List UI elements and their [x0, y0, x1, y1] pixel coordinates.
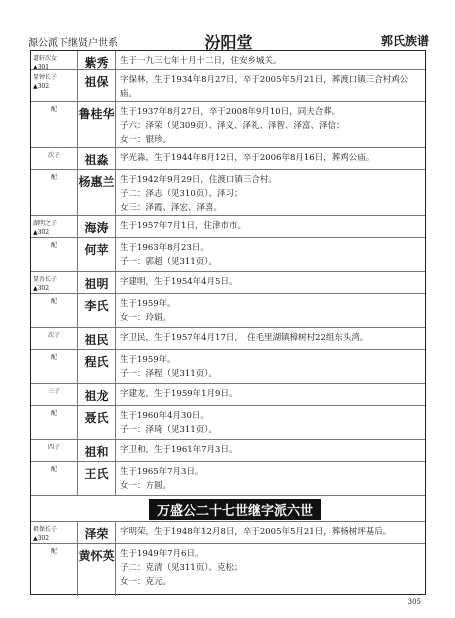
relation-cell [31, 102, 78, 147]
detail-line: 子一：郭超（见311页）。 [120, 257, 217, 267]
book-title: 郭氏族谱 [380, 34, 429, 48]
hall-name: 汾阳堂 [204, 33, 253, 52]
table-row [31, 327, 425, 349]
person-name: 程氏 [78, 350, 116, 383]
relation-label: 配 [50, 410, 57, 417]
relation-label: 湖明之子 [33, 220, 58, 227]
detail-line: 字建明，生于1954年4月5日。 [120, 277, 238, 287]
page-ref-label: ▲302 [33, 285, 50, 292]
person-details [116, 51, 425, 71]
person-details [116, 148, 425, 168]
person-details [116, 216, 425, 236]
detail-line: 字卫民，生于1957年4月17日， 住毛里湖镇樟树村22组东头湾。 [120, 333, 369, 343]
detail-line: 女一：克元。 [120, 577, 172, 587]
page-number: 305 [407, 598, 421, 606]
relation-label: 三子 [47, 388, 60, 395]
detail-line: 字建龙，生于1959年1月9日。 [120, 389, 238, 399]
person-details [116, 462, 425, 496]
relation-label: 配 [50, 548, 57, 555]
detail-line: 子二：泽志（见310页）、泽习； [120, 189, 243, 199]
person-details [116, 294, 425, 328]
page-ref-label: ▲302 [33, 83, 50, 90]
detail-line: 女一：玲娟。 [120, 313, 172, 323]
table-row [31, 147, 425, 169]
person-details [116, 272, 425, 292]
person-details [116, 70, 425, 104]
person-name: 聂氏 [78, 406, 116, 439]
detail-line: 子一：泽琦（见311页）。 [120, 425, 217, 435]
table-row [31, 521, 425, 543]
detail-line: 生于1960年4月30日。 [120, 411, 209, 421]
relation-cell [31, 216, 78, 237]
relation-label: 配 [50, 106, 57, 113]
relation-cell [31, 238, 78, 271]
relation-label: 祖保长子 [33, 526, 58, 533]
relation-cell [31, 522, 78, 543]
table-row [31, 237, 425, 271]
person-name: 祖明 [78, 272, 116, 293]
page-ref-label: ▲302 [33, 229, 50, 236]
person-name: 王氏 [78, 462, 116, 495]
person-name: 祖和 [78, 440, 116, 461]
table-row [31, 51, 425, 69]
page-ref-label: ▲302 [33, 535, 50, 542]
person-name: 祖民 [78, 328, 116, 349]
person-details [116, 522, 425, 542]
person-details [116, 350, 425, 384]
relation-cell [31, 51, 78, 69]
relation-label: 配 [50, 466, 57, 473]
relation-cell [31, 350, 78, 383]
detail-line: 子二：克清（见311页）、克松； [120, 563, 243, 573]
page-header [22, 30, 435, 52]
relation-cell [31, 384, 78, 405]
person-name: 祖保 [78, 70, 116, 101]
person-name: 黄怀英 [78, 544, 116, 596]
relation-cell [31, 406, 78, 439]
relation-cell [31, 148, 78, 169]
generation-banner [31, 495, 425, 521]
detail-line: 生于1957年7月1日，住津市市。 [120, 221, 246, 231]
detail-line: 生于1942年9月29日，住渡口镇三合村。 [120, 175, 277, 185]
relation-label: 显钟长子 [33, 74, 58, 81]
person-details [116, 384, 425, 404]
relation-label: 显吾长子 [33, 276, 58, 283]
person-details [116, 544, 425, 592]
detail-line: 女一：方圆。 [120, 481, 172, 491]
relation-cell [31, 462, 78, 495]
table-row [31, 349, 425, 383]
person-name: 杨惠兰 [78, 170, 116, 215]
table-row [31, 69, 425, 101]
relation-label: 四子 [47, 444, 60, 451]
relation-label: 道轩次女 [33, 55, 58, 62]
table-row [31, 405, 425, 439]
person-name: 紫秀 [78, 51, 116, 69]
person-name: 何苹 [78, 238, 116, 271]
detail-line: 生于1937年8月27日，卒于2008年9月10日，同夫合葬。 [120, 107, 341, 117]
relation-label: 配 [50, 298, 57, 305]
person-name: 祖淼 [78, 148, 116, 169]
relation-cell [31, 328, 78, 349]
detail-line: 子一：泽程（见311页）。 [120, 369, 217, 379]
detail-line: 生于1959年。 [120, 299, 176, 309]
person-details [116, 328, 425, 348]
person-name: 李氏 [78, 294, 116, 327]
person-details [116, 102, 425, 150]
detail-line: 女三：泽霞、泽宏、泽喜。 [120, 203, 223, 213]
detail-line: 字卫和，生于1961年7月3日。 [120, 445, 238, 455]
relation-cell [31, 170, 78, 215]
lineage-title: 源公派下继贤户世系 [28, 38, 118, 49]
table-row [31, 293, 425, 327]
detail-line: 子六：泽荣（见309页）、泽义、泽礼、泽智、泽富、泽信； [120, 121, 345, 131]
detail-line: 字保林，生于1934年8月27日，卒于2005年5月21日，葬渡口镇三合村鸡公庙。 [120, 75, 409, 99]
person-details [116, 440, 425, 460]
table-row [31, 101, 425, 147]
person-name: 海涛 [78, 216, 116, 237]
table-row [31, 169, 425, 215]
detail-line: 字光淼，生于1944年8月12日，卒于2006年8月16日，葬鸡公庙。 [120, 153, 375, 163]
table-row [31, 543, 425, 596]
page-ref-label: ▲301 [33, 64, 50, 71]
table-row [31, 271, 425, 293]
detail-line: 生于1963年8月23日。 [120, 243, 209, 253]
generation-title: 万盛公二十七世继字派六世 [149, 499, 321, 520]
table-row [31, 215, 425, 237]
relation-label: 次子 [47, 152, 60, 159]
detail-line: 生于1965年7月3日。 [120, 467, 204, 477]
person-details [116, 170, 425, 218]
table-row [31, 439, 425, 461]
relation-cell [31, 440, 78, 461]
person-name: 祖龙 [78, 384, 116, 405]
relation-cell [31, 294, 78, 327]
person-details [116, 238, 425, 272]
genealogy-table [30, 50, 426, 595]
detail-line: 生于一九三七年十月十二日，住安乡城关。 [120, 56, 282, 66]
detail-line: 生于1959年。 [120, 355, 176, 365]
relation-label: 次子 [47, 332, 60, 339]
person-name: 鲁桂华 [78, 102, 116, 147]
detail-line: 女一：银珍。 [120, 135, 172, 145]
detail-line: 生于1949年7月6日。 [120, 549, 204, 559]
table-row [31, 461, 425, 495]
relation-label: 配 [50, 354, 57, 361]
relation-label: 配 [50, 174, 57, 181]
relation-cell [31, 70, 78, 101]
relation-label: 配 [50, 242, 57, 249]
relation-cell [31, 544, 78, 596]
table-row [31, 383, 425, 405]
detail-line: 字明荣，生于1948年12月8日，卒于2005年5月21日，葬杨树坪基后。 [120, 527, 392, 537]
person-details [116, 406, 425, 440]
relation-cell [31, 272, 78, 293]
person-name: 泽荣 [78, 522, 116, 543]
